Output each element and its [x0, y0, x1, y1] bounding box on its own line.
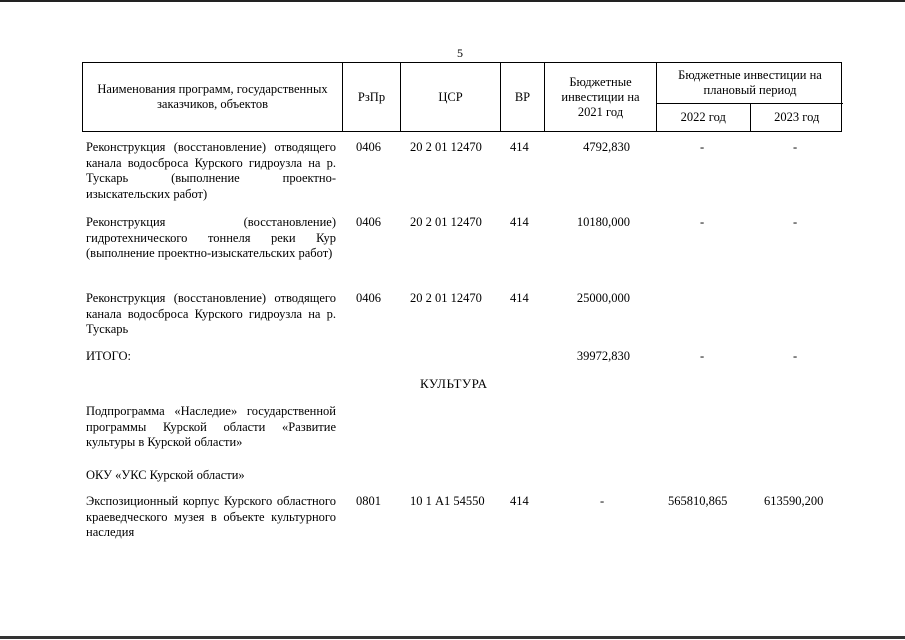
row-rzpr: 0801	[356, 494, 381, 508]
total-value-2021: 39972,830	[576, 349, 630, 363]
row-name: Экспозиционный корпус Курского областного краеведческого музея в объекте культурного наследия	[86, 494, 336, 539]
header-rzpr: РзПр	[343, 63, 401, 131]
scan-edge-top	[0, 0, 905, 2]
row-value-2022: 565810,865	[668, 494, 728, 508]
header-plan-period	[657, 63, 843, 131]
row-value-2022: -	[700, 215, 705, 229]
total-label: ИТОГО:	[86, 349, 131, 363]
row-csr: 10 1 А1 54550	[410, 494, 485, 508]
row-csr: 20 2 01 12470	[410, 140, 482, 154]
row-vr: 414	[510, 494, 529, 508]
row-name: Реконструкция (восстановление) гидротехнического тоннеля реки Кур (выполнение проектно-изыскательских работ)	[86, 215, 336, 260]
header-year-2022: 2022 год	[657, 104, 751, 131]
table-header	[82, 62, 842, 132]
row-vr: 414	[510, 215, 529, 229]
header-invest-2021: Бюджетные инвестиции на 2021 год	[545, 63, 657, 131]
row-rzpr: 0406	[356, 140, 381, 154]
row-rzpr: 0406	[356, 291, 381, 305]
header-name: Наименования программ, государственных заказчиков, объектов	[83, 63, 343, 131]
scan-edge-bottom	[0, 636, 905, 639]
row-value-2021: 25000,000	[576, 291, 630, 305]
subprogram-customer: ОКУ «УКС Курской области»	[86, 468, 245, 482]
header-vr: ВР	[501, 63, 545, 131]
section-title: КУЛЬТУРА	[420, 376, 488, 391]
row-value-2021: -	[600, 494, 605, 508]
page-number: 5	[457, 46, 463, 60]
row-value-2023: -	[793, 140, 798, 154]
row-name: Реконструкция (восстановление) отводящего канала водосброса Курского гидроузла на р. Тускарь	[86, 291, 336, 336]
row-vr: 414	[510, 140, 529, 154]
subprogram-title: Подпрограмма «Наследие» государственной программы Курской области «Развитие культуры в Курской области»	[86, 404, 336, 449]
row-name: Реконструкция (восстановление) отводящего канала водосброса Курского гидроузла на р. Тускарь (выполнение проектно-изыскательских работ)	[86, 140, 336, 201]
row-csr: 20 2 01 12470	[410, 291, 482, 305]
row-value-2021: 4792,830	[583, 140, 630, 154]
row-value-2022: -	[700, 140, 705, 154]
row-vr: 414	[510, 291, 529, 305]
header-year-2023: 2023 год	[774, 110, 820, 125]
row-csr: 20 2 01 12470	[410, 215, 482, 229]
row-value-2021: 10180,000	[576, 215, 630, 229]
row-value-2023: -	[793, 215, 798, 229]
total-value-2023: -	[793, 349, 798, 363]
header-csr: ЦСР	[401, 63, 501, 131]
total-value-2022: -	[700, 349, 705, 363]
row-value-2023: 613590,200	[764, 494, 824, 508]
row-rzpr: 0406	[356, 215, 381, 229]
header-years	[657, 104, 843, 131]
header-plan-period-title: Бюджетные инвестиции на плановый период	[657, 63, 843, 104]
